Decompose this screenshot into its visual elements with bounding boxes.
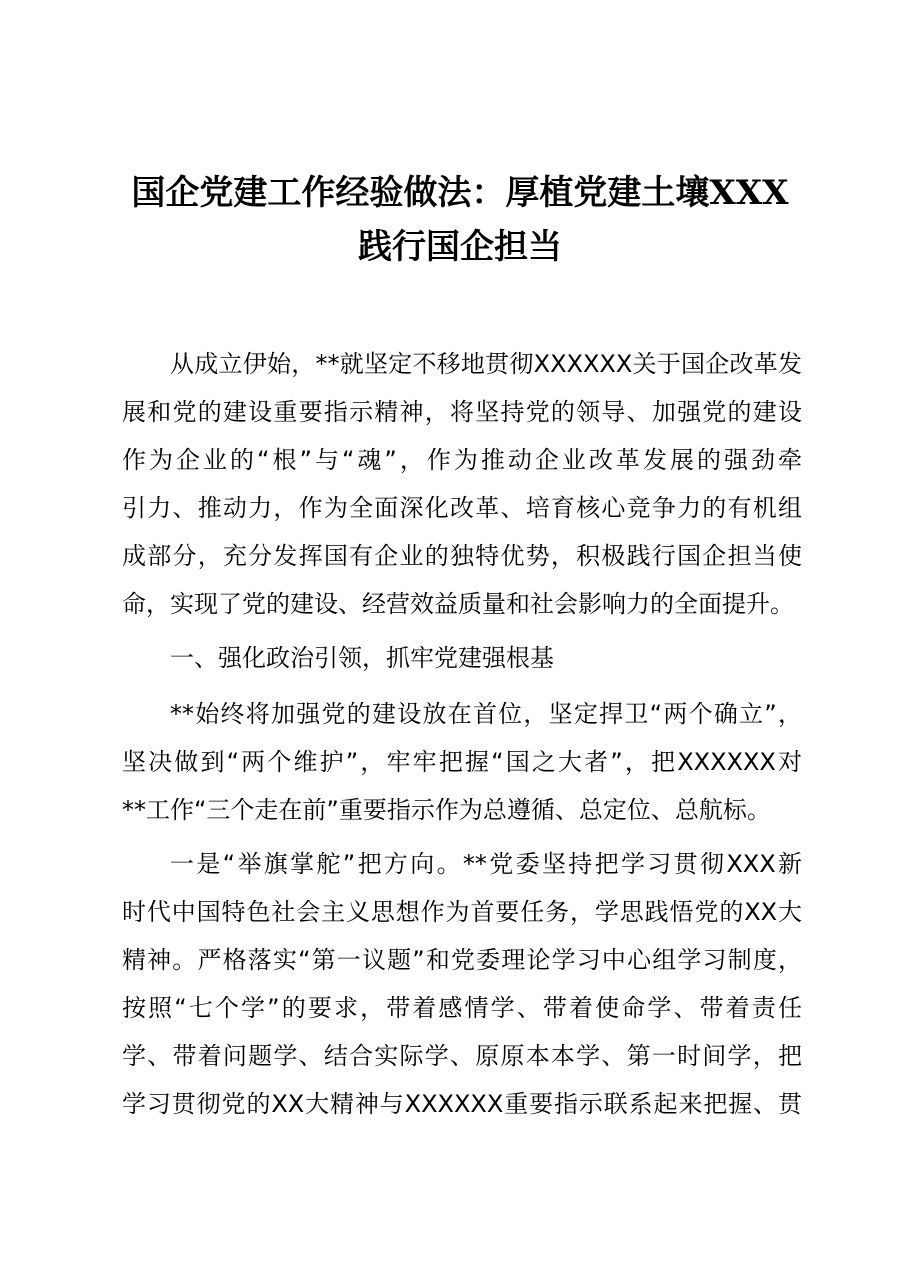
paragraph-line: 从成立伊始，**就坚定不移地贯彻XXXXXX关于国企改革发 (170, 350, 802, 378)
paragraph-line: 引力、推动力，作为全面深化改革、培育核心竞争力的有机组 (122, 494, 802, 522)
paragraph-line: **工作“三个走在前”重要指示作为总遵循、总定位、总航标。 (122, 796, 771, 824)
paragraph-line: 成部分，充分发挥国有企业的独特优势，积极践行国企担当使 (122, 542, 802, 570)
paragraph-line: 展和党的建设重要指示精神，将坚持党的领导、加强党的建设 (122, 398, 802, 426)
document-title-line-2: 践行国企担当 (358, 227, 562, 267)
paragraph-line: 时代中国特色社会主义思想作为首要任务，学思践悟党的XX大 (122, 898, 802, 926)
paragraph-line: 按照“七个学”的要求，带着感情学、带着使命学、带着责任 (122, 994, 802, 1022)
paragraph-line: 作为企业的“根”与“魂”，作为推动企业改革发展的强劲牵 (122, 446, 802, 474)
paragraph-line: 学、带着问题学、结合实际学、原原本本学、第一时间学，把 (122, 1042, 802, 1070)
paragraph-line: 精神。严格落实“第一议题”和党委理论学习中心组学习制度， (122, 946, 802, 974)
paragraph-line: 一是“举旗掌舵”把方向。**党委坚持把学习贯彻XXX新 (170, 850, 802, 878)
paragraph-line: 坚决做到“两个维护”，牢牢把握“国之大者”，把XXXXXX对 (122, 748, 802, 776)
paragraph-line: **始终将加强党的建设放在首位，坚定捍卫“两个确立”， (170, 700, 802, 728)
document-title-line-1: 国企党建工作经验做法：厚植党建土壤XXX (131, 173, 789, 213)
section-heading: 一、强化政治引领，抓牢党建强根基 (170, 644, 554, 672)
paragraph-line: 命，实现了党的建设、经营效益质量和社会影响力的全面提升。 (122, 590, 794, 618)
paragraph-line: 学习贯彻党的XX大精神与XXXXXX重要指示联系起来把握、贯 (122, 1090, 802, 1118)
